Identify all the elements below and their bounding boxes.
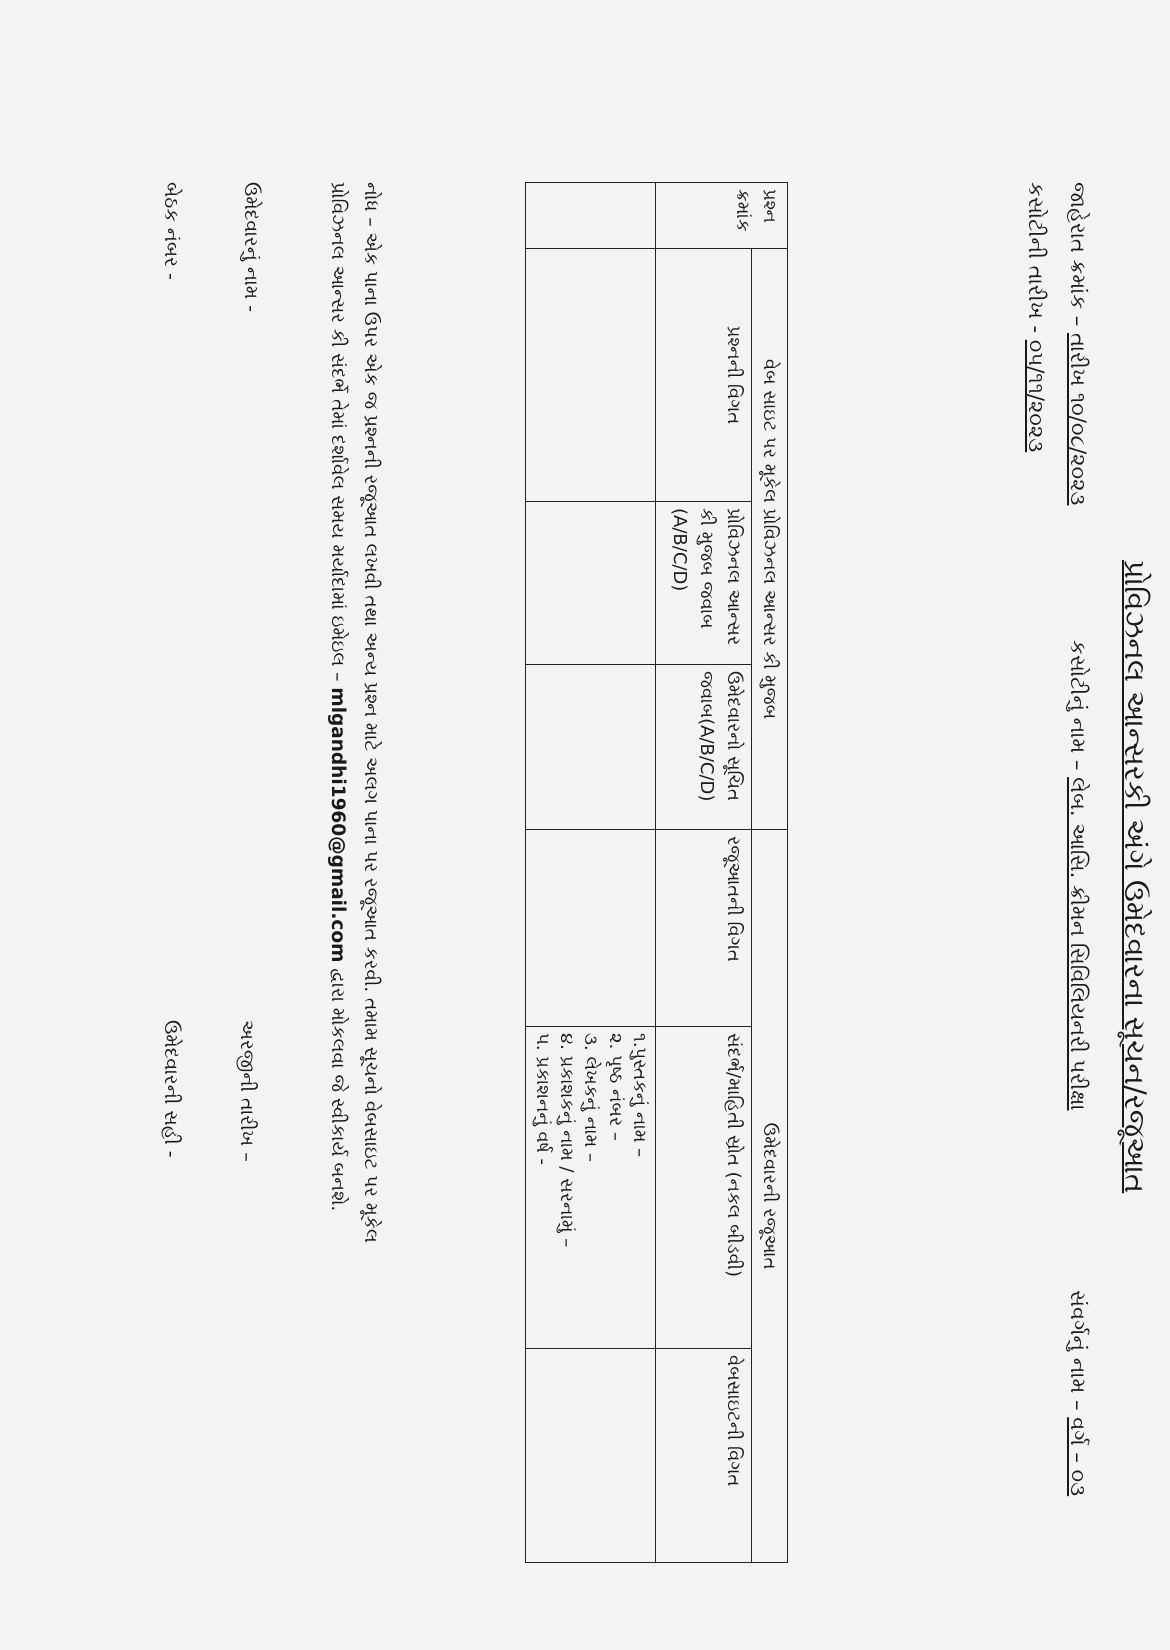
application-date-field: અરજીની તારીખ – [236,1020,258,1162]
note-line-2-after: દ્વારા મોકલવા જે સ્વીકાર્ય બનશે. [327,968,348,1212]
reference-item: ૫. પ્રકાશનનું વર્ષ - [531,1033,553,1165]
reference-item: ૨. પૃષ્ઠ નંબર – [604,1033,626,1141]
cell-website[interactable] [525,1349,655,1563]
header-group-web-answer-key: વેબ સાઇટ પર મૂકેલ પ્રોવિઝનલ આન્સર કી મુજબ [752,249,788,830]
cell-candidate-answer[interactable] [525,665,655,830]
contact-email[interactable]: mlgandhi1960@gmail.com [327,687,348,963]
header-representation-detail: રજૂઆતની વિગત [656,830,752,1027]
cadre-value: વર્ગ – ૦૩ [1066,1417,1090,1497]
header-question-detail: પ્રશ્નની વિગત [656,249,752,502]
note-line-2-before: પ્રોવિઝનલ આન્સર કી સંદર્ભે તેમાં દર્શાવેલ સમય મર્યાદામાં ઇમેઇલ – [327,182,348,682]
header-website: વેબસાઇટની વિગત [656,1349,752,1563]
cadre-name [1065,1290,1090,1496]
exam-date [1023,182,1048,452]
seat-number-field: બેઠક નંબર - [160,182,182,280]
exam-date-value: ૦૫/૧૧/૨૦૨૩ [1024,339,1048,453]
cell-reference[interactable] [525,1027,655,1349]
cell-answer-key[interactable] [525,502,655,665]
cell-question-number[interactable] [525,183,655,249]
candidate-name-field: ઉમેદવારનું નામ - [240,182,262,313]
header-candidate-answer: ઉમેદવારનો સૂચિત જવાબ(A/B/C/D) [656,665,752,830]
header-reference: સંદર્ભ/માહિતી સ્રોત (નકલ બીડવી) [656,1027,752,1349]
cadre-label: સંવર્ગનું નામ – [1066,1290,1090,1411]
reference-item: ૪. પ્રકાશકનું નામ / સરનામું – [556,1033,578,1248]
advertisement-number [1065,182,1090,505]
reference-item: ૩. લેખકનું નામ – [580,1033,602,1162]
cell-representation-detail[interactable] [525,830,655,1027]
note-line-2 [321,182,353,1211]
advertisement-value: તારીખ ૧૦/૦૮/૨૦૨૩ [1066,332,1090,506]
header-answer-key: પ્રોવિઝનલ આન્સર કી મુજબ જવાબ (A/B/C/D) [656,502,752,665]
note-line-1: નોધ – એક પાના ઉપર એક જ પ્રશ્નની રજૂઆત લખવી તથા અન્ય પ્રશ્ન માટે અલગ પાના પર રજૂઆત કરવી. તમામ સૂચનો વેબસાઇટ પર મૂકેલ [360,182,381,1243]
exam-name-label: કસોટીનું નામ – [1066,640,1090,771]
exam-date-label: કસોટીની તારીખ - [1024,182,1048,334]
candidate-signature-field: ઉમેદવારની સહી - [160,1020,182,1158]
advertisement-label: જાહેરાત ક્રમાંક – [1066,182,1090,327]
cell-question-detail[interactable] [525,249,655,502]
exam-name-value: લેબ. આસિ. ક્રીમન સિવિલિયનરી પરીક્ષા [1066,777,1090,1111]
reference-item: ૧.પુસ્તકનું નામ – [629,1033,650,1158]
header-question-number: પ્રશ્ન ક્રમાંક [656,183,788,249]
representation-table [525,182,788,1563]
header-group-candidate: ઉમેદવારની રજૂઆત [752,830,788,1563]
document-title: પ્રોવિઝનલ આન્સરકી અંગે ઉમેદવારના સૂચન/રજૂઆત [1118,560,1152,1194]
exam-name [1065,640,1090,1110]
